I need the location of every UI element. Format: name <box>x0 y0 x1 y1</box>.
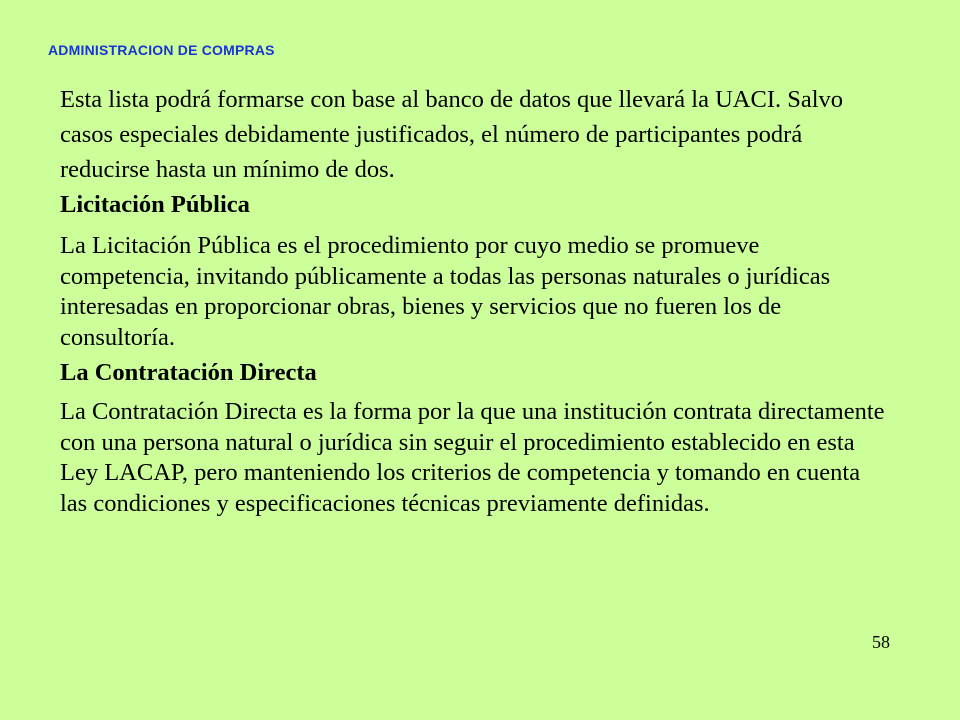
slide-header-title: ADMINISTRACION DE COMPRAS <box>48 42 275 58</box>
page-number: 58 <box>872 632 890 652</box>
section-heading-contratacion-directa: La Contratación Directa <box>60 359 317 386</box>
section-heading-licitacion-publica: Licitación Pública <box>60 191 250 218</box>
body-paragraph-contratacion-directa: La Contratación Directa es la forma por la que una institución contrata directamente con una persona natural o jurídica sin seguir el procedimiento establecido en esta Ley LACAP, pero manteniendo los criterios de competencia y tomando en cuenta las condiciones y especificaciones técnicas previamente definidas. <box>60 398 885 517</box>
body-paragraph-intro: Esta lista podrá formarse con base al banco de datos que llevará la UACI. Salvo casos especiales debidamente justificados, el número de participantes podrá reducirse hasta un mínimo de dos. <box>60 86 844 183</box>
slide-content <box>60 82 890 519</box>
body-paragraph-licitacion-publica: La Licitación Pública es el procedimiento por cuyo medio se promueve competencia, invitando públicamente a todas las personas naturales o jurídicas interesadas en proporcionar obras, bienes y servicios que no fueren los de consultoría. <box>60 232 831 351</box>
